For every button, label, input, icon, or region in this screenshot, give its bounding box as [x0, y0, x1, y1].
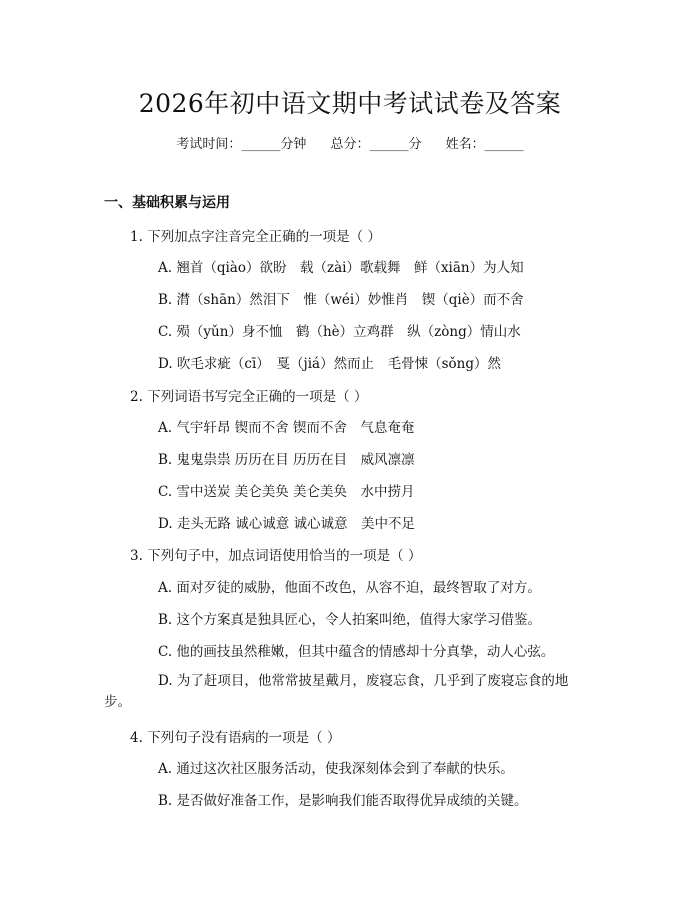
question-option: B. 鬼鬼祟祟 历历在目 历历在目 威风凛凛	[158, 452, 415, 468]
question-option: A. 气宇轩昂 锲而不舍 锲而不舍 气息奄奄	[158, 420, 415, 436]
question-option: A. 翘首（qiào）欲盼 载（zài）歌载舞 鲜（xiān）为人知	[158, 260, 524, 276]
question-option: B. 潸（shān）然泪下 惟（wéi）妙惟肖 锲（qiè）而不舍	[158, 292, 524, 308]
page-title: 2026年初中语文期中考试试卷及答案	[138, 89, 562, 118]
question-stem: 2. 下列词语书写完全正确的一项是（ ）	[130, 389, 368, 405]
question-option: D. 走头无路 诚心诚意 诚心诚意 美中不足	[158, 516, 416, 532]
question-option: A. 面对歹徒的威胁，他面不改色，从容不迫，最终智取了对方。	[158, 580, 541, 596]
exam-time: 考试时间：______分钟	[176, 137, 307, 152]
question-option: A. 通过这次社区服务活动，使我深刻体会到了奉献的快乐。	[158, 761, 514, 777]
question-option: B. 是否做好准备工作，是影响我们能否取得优异成绩的关键。	[158, 793, 528, 809]
question-stem: 1. 下列加点字注音完全正确的一项是（ ）	[130, 229, 381, 245]
question-stem: 4. 下列句子没有语病的一项是（ ）	[130, 730, 341, 746]
question-option: C. 殒（yǔn）身不恤 鹤（hè）立鸡群 纵（zòng）情山水	[158, 324, 521, 340]
student-name: 姓名：______	[445, 137, 524, 152]
question-option: C. 雪中送炭 美仑美奂 美仑美奂 水中捞月	[158, 484, 415, 500]
question-option: D. 吹毛求疵（cī） 戛（jiá）然而止 毛骨悚（sǒng）然	[158, 356, 501, 372]
question-stem: 3. 下列句子中，加点词语使用恰当的一项是（ ）	[130, 548, 422, 564]
exam-meta	[0, 133, 700, 152]
exam-score: 总分：______分	[330, 137, 422, 152]
question-option: B. 这个方案真是独具匠心，令人拍案叫绝，值得大家学习借鉴。	[158, 612, 542, 628]
question-option: D. 为了赶项目，他常常披星戴月，废寝忘食，几乎到了废寝忘食的地步。	[104, 673, 569, 710]
question-option: C. 他的画技虽然稚嫩，但其中蕴含的情感却十分真挚，动人心弦。	[158, 644, 555, 660]
section-heading: 一、基础积累与运用	[104, 195, 230, 211]
